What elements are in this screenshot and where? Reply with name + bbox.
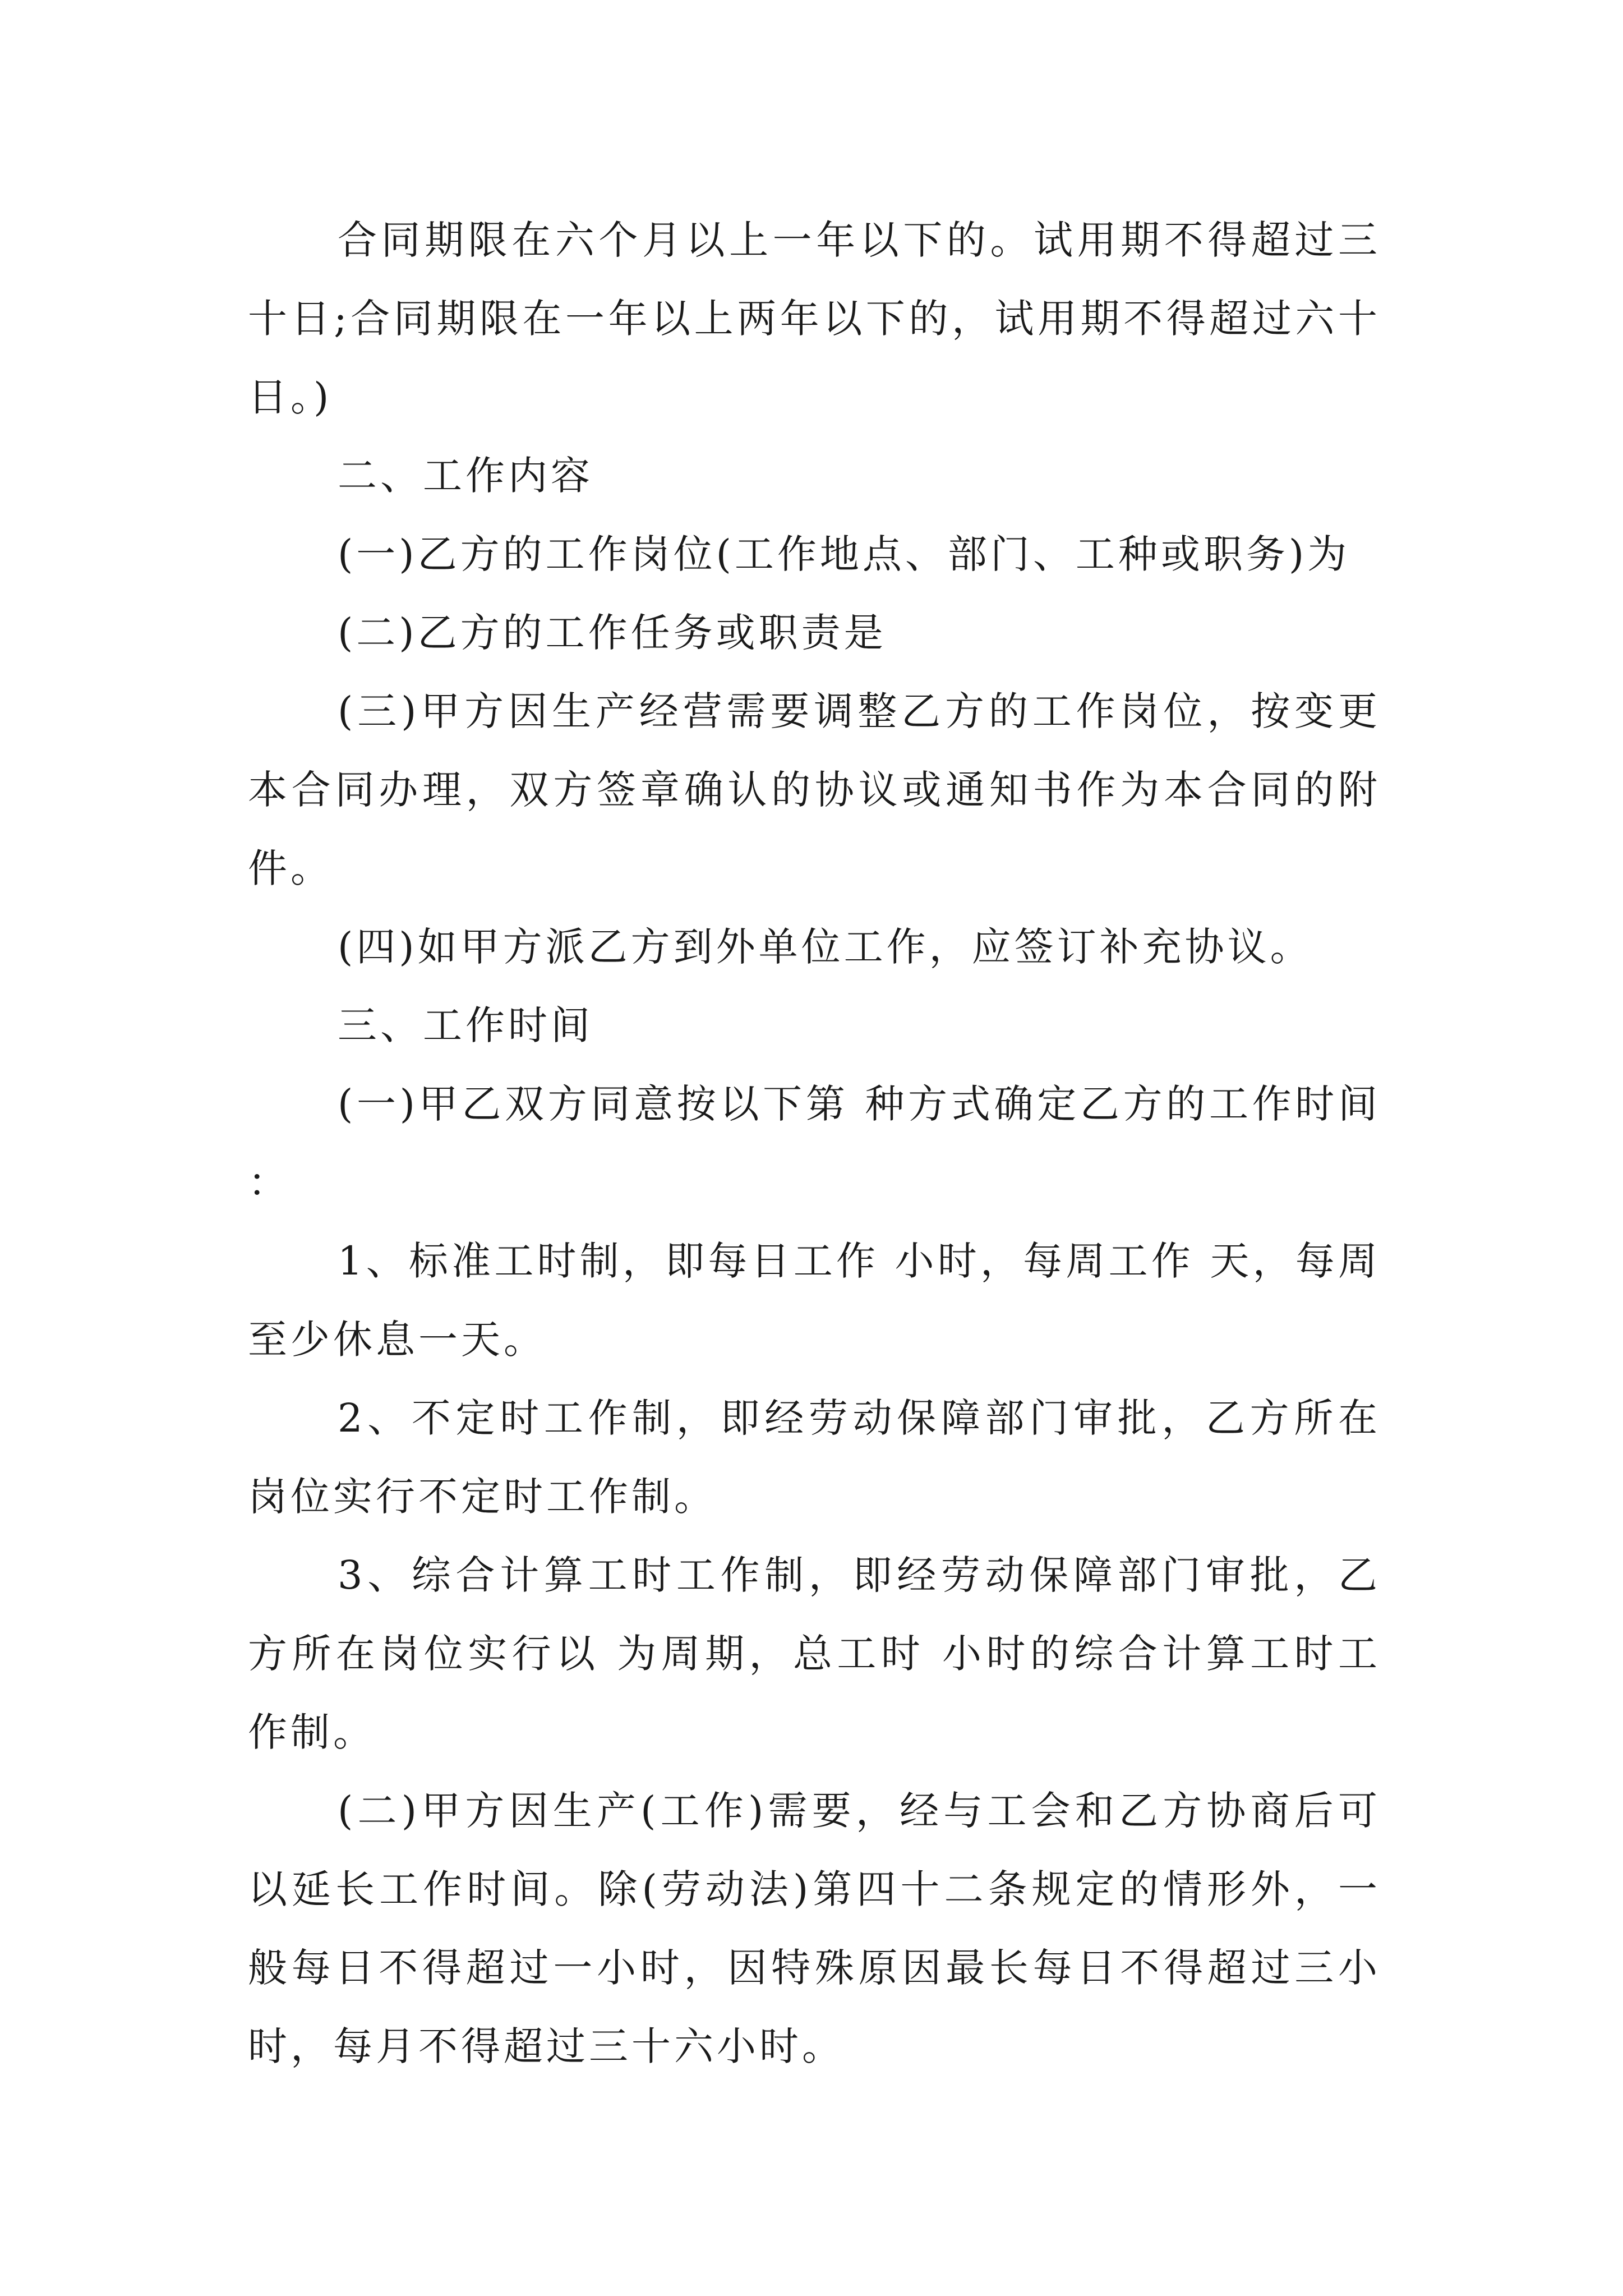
section-heading-work-content: 二、工作内容: [338, 453, 593, 499]
paragraph-work-duties: (二)乙方的工作任务或职责是: [338, 610, 887, 656]
paragraph-position-adjustment: (三)甲方因生产经营需要调整乙方的工作岗位，按变更本合同办理，双方签章确认的协议或通知书作为本合同的附件。: [248, 688, 1381, 891]
paragraph-external-assignment: (四)如甲方派乙方到外单位工作，应签订补充协议。: [338, 924, 1313, 970]
paragraph-comprehensive-hours: 3、综合计算工时工作制，即经劳动保障部门审批，乙方所在岗位实行以 为周期，总工时 小时的综合计算工时工作制。: [248, 1552, 1381, 1755]
paragraph-work-position: (一)乙方的工作岗位(工作地点、部门、工种或职务)为: [338, 531, 1350, 577]
paragraph-overtime: (二)甲方因生产(工作)需要，经与工会和乙方协商后可以延长工作时间。除(劳动法)第四十二条规定的情形外，一般每日不得超过一小时，因特殊原因最长每日不得超过三小时，每月不得超过三十六小时。: [248, 1788, 1381, 2069]
paragraph-standard-hours: 1、标准工时制，即每日工作 小时，每周工作 天，每周至少休息一天。: [248, 1238, 1381, 1363]
paragraph-probation-period: 合同期限在六个月以上一年以下的。试用期不得超过三十日;合同期限在一年以上两年以下的，试用期不得超过六十日。): [248, 217, 1381, 420]
section-heading-work-hours: 三、工作时间: [338, 1002, 593, 1048]
paragraph-flexible-hours: 2、不定时工作制，即经劳动保障部门审批，乙方所在岗位实行不定时工作制。: [248, 1395, 1381, 1520]
paragraph-work-hours-method: (一)甲乙双方同意按以下第 种方式确定乙方的工作时间：: [248, 1081, 1381, 1205]
document-body: [248, 201, 1381, 2086]
